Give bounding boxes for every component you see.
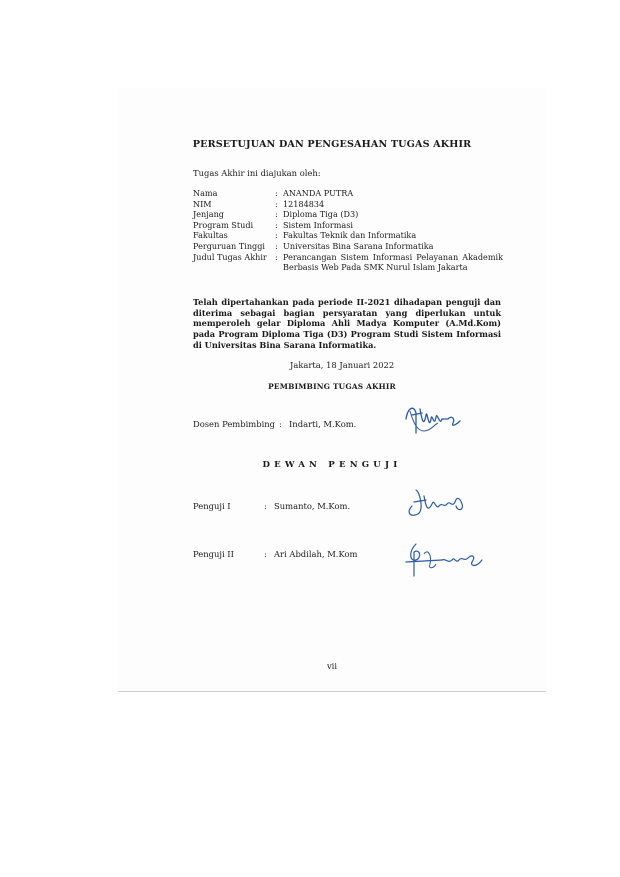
advisor-heading: PEMBIMBING TUGAS AKHIR [268,382,396,391]
examiners-heading: DEWAN PENGUJI [262,460,402,470]
detail-colon: : [275,251,278,262]
advisor-label: Dosen Pembimbing [193,419,275,429]
advisor-signature [400,401,462,439]
detail-label: NIM [193,198,212,209]
detail-label: Perguruan Tinggi [193,240,265,251]
examiner-1-label: Penguji I [193,501,231,511]
page-number: vii [326,661,338,671]
detail-colon: : [275,230,278,241]
document-title: PERSETUJUAN DAN PENGESAHAN TUGAS AKHIR [192,139,472,150]
detail-row [193,252,503,273]
detail-colon: : [275,188,278,198]
document-page [118,88,546,692]
detail-row [193,199,503,210]
detail-value: Diploma Tiga (D3) [283,209,359,220]
detail-row [193,241,503,252]
signing-date: Jakarta, 18 Januari 2022 [290,360,395,370]
thesis-title-value: Perancangan Sistem Informasi Pelayanan Akademik Berbasis Web Pada SMK Nurul Islam Jakarta [283,251,503,273]
advisor-colon: : [279,419,282,429]
detail-value: Universitas Bina Sarana Informatika [283,240,434,251]
detail-row [193,188,503,199]
detail-label: Nama [193,188,218,198]
detail-colon: : [275,240,278,251]
examiner-2-signature [402,538,486,580]
examiner-2-label: Penguji II [193,549,234,559]
examiner-1-colon: : [264,501,267,511]
detail-value: Fakultas Teknik dan Informatika [283,230,417,241]
detail-colon: : [275,209,278,220]
detail-value: 12184834 [283,198,325,209]
detail-colon: : [275,219,278,230]
detail-row [193,230,503,241]
detail-value: ANANDA PUTRA [283,188,354,198]
examiner-2-name: Ari Abdilah, M.Kom [274,549,358,559]
detail-row [193,220,503,231]
detail-label: Program Studi [193,219,254,230]
detail-label: Fakultas [193,230,228,241]
examiner-1-signature [402,486,468,520]
detail-value: Sistem Informasi [283,219,353,230]
detail-colon: : [275,198,278,209]
detail-row [193,209,503,220]
examiner-2-colon: : [264,549,267,559]
examiner-1-name: Sumanto, M.Kom. [274,501,351,511]
detail-label: Judul Tugas Akhir [193,251,267,262]
detail-label: Jenjang [193,209,224,220]
student-details [193,188,503,273]
intro-text: Tugas Akhir ini diajukan oleh: [193,168,321,178]
advisor-name: Indarti, M.Kom. [289,419,357,429]
approval-statement: Telah dipertahankan pada periode II-2021 dihadapan penguji dan diterima sebagai bagian persyaratan yang diperlukan untuk memperoleh gelar Diploma Ahli Madya Komputer (A.Md.Kom) pada Program Diploma Tiga (D3) Program Studi Sistem Informasi di Universitas Bina Sarana Informatika. [193,297,501,350]
